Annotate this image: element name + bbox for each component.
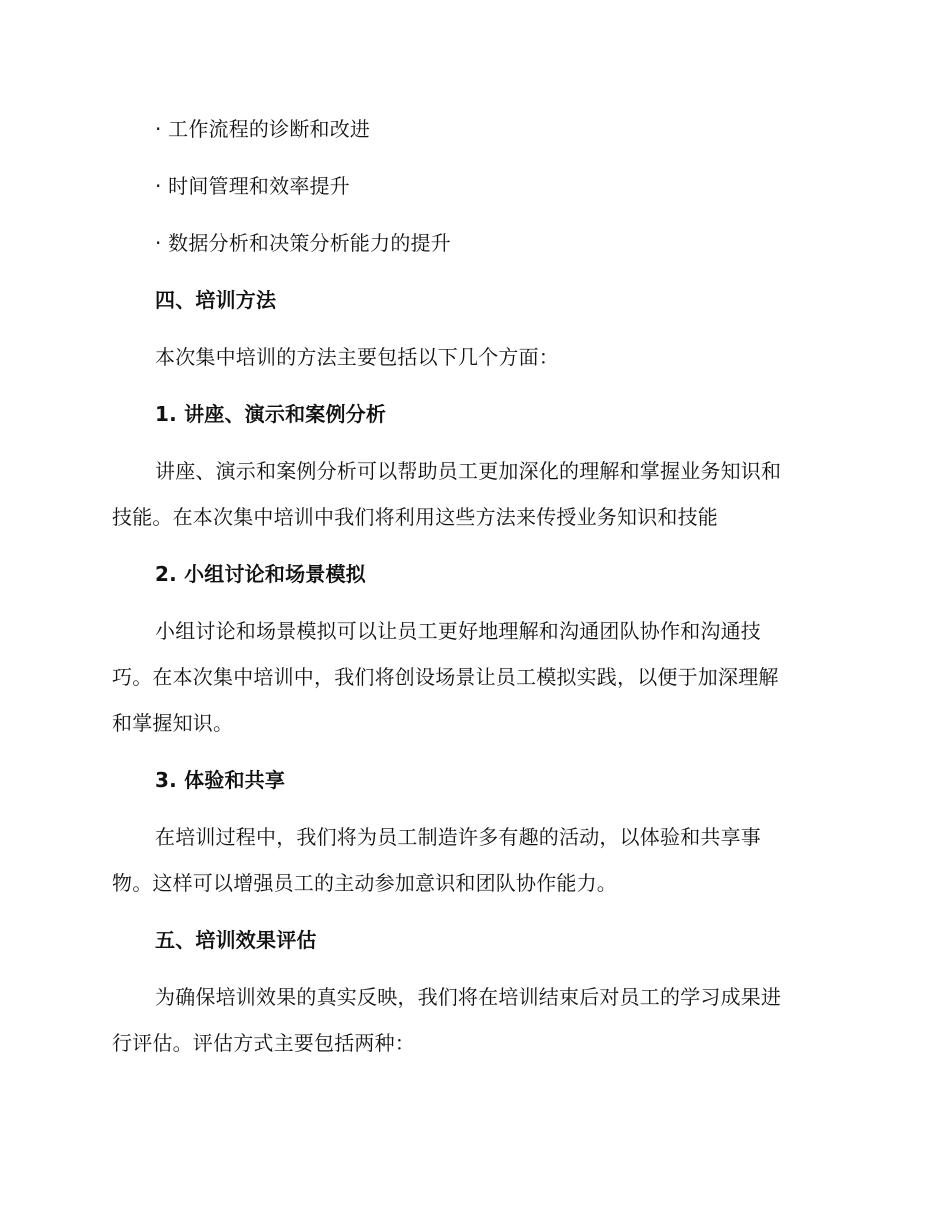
paragraph-line: 巧。在本次集中培训中，我们将创设场景让员工模拟实践，以便于加深理解 [112, 665, 779, 689]
bullet-item: · 时间管理和效率提升 [155, 174, 350, 198]
paragraph-line: 技能。在本次集中培训中我们将利用这些方法来传授业务知识和技能 [112, 505, 718, 529]
paragraph-line: 物。这样可以增强员工的主动参加意识和团队协作能力。 [112, 871, 617, 895]
subsection-heading: 2. 小组讨论和场景模拟 [155, 562, 366, 586]
paragraph-line: 行评估。评估方式主要包括两种： [112, 1031, 415, 1055]
paragraph-line: 本次集中培训的方法主要包括以下几个方面： [155, 345, 559, 369]
section-heading: 四、培训方法 [155, 288, 277, 312]
paragraph-line: 在培训过程中，我们将为员工制造许多有趣的活动，以体验和共享事 [155, 825, 761, 849]
paragraph-line: 为确保培训效果的真实反映，我们将在培训结束后对员工的学习成果进 [155, 985, 782, 1009]
bullet-item: · 数据分析和决策分析能力的提升 [155, 231, 451, 255]
paragraph-line: 讲座、演示和案例分析可以帮助员工更加深化的理解和掌握业务知识和 [155, 459, 782, 483]
section-heading: 五、培训效果评估 [155, 928, 317, 952]
paragraph-line: 小组讨论和场景模拟可以让员工更好地理解和沟通团队协作和沟通技 [155, 619, 761, 643]
subsection-heading: 3. 体验和共享 [155, 768, 286, 792]
bullet-item: · 工作流程的诊断和改进 [155, 117, 371, 141]
paragraph-line: 和掌握知识。 [112, 711, 234, 735]
subsection-heading: 1. 讲座、演示和案例分析 [155, 402, 387, 426]
